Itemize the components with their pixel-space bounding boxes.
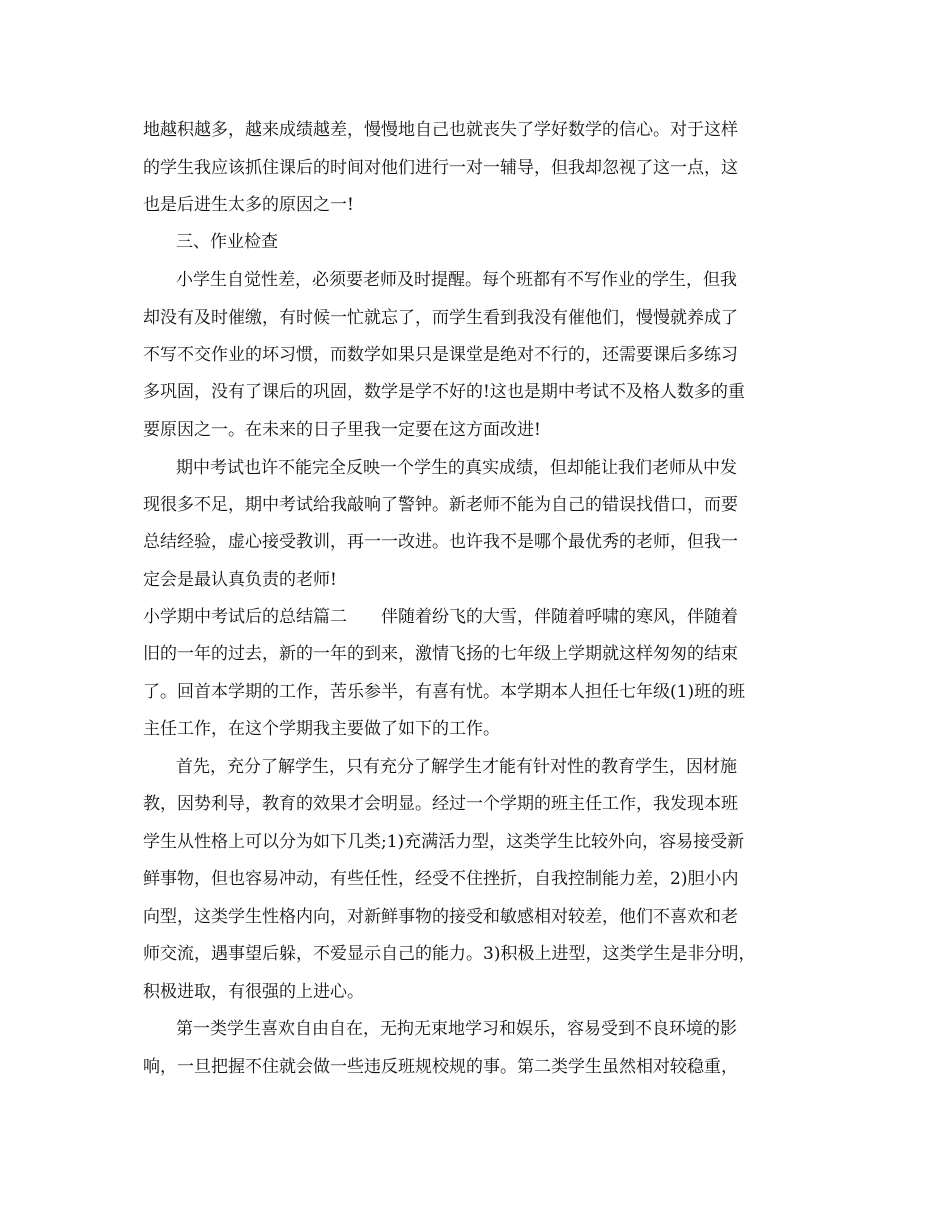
text-line: 不写不交作业的坏习惯，而数学如果只是课堂是绝对不行的，还需要课后多练习 bbox=[143, 345, 738, 365]
text-line: 第一类学生喜欢自由自在，无拘无束地学习和娱乐，容易受到不良环境的影 bbox=[176, 1019, 737, 1039]
text-line: 多巩固，没有了课后的巩固，数学是学不好的!这也是期中考试不及格人数多的重 bbox=[143, 382, 745, 402]
text-line: 现很多不足，期中考试给我敲响了警钟。新老师不能为自己的错误找借口，而要 bbox=[143, 495, 738, 515]
text-line: 要原因之一。在未来的日子里我一定要在这方面改进! bbox=[143, 420, 541, 440]
text-line: 地越积越多，越来成绩越差，慢慢地自己也就丧失了学好数学的信心。对于这样 bbox=[143, 120, 738, 140]
text-line: 主任工作，在这个学期我主要做了如下的工作。 bbox=[143, 719, 500, 739]
text-line: 了。回首本学期的工作，苦乐参半，有喜有忧。本学期本人担任七年级(1)班的班 bbox=[143, 682, 746, 702]
text-line: 却没有及时催缴，有时候一忙就忘了，而学生看到我没有催他们，慢慢就养成了 bbox=[143, 308, 738, 328]
text-line: 响，一旦把握不住就会做一些违反班规校规的事。第二类学生虽然相对较稳重， bbox=[143, 1057, 738, 1077]
text-line: 首先，充分了解学生，只有充分了解学生才能有针对性的教育学生，因材施 bbox=[176, 757, 737, 777]
section-heading: 三、作业检查 bbox=[176, 232, 278, 252]
text-line: 小学生自觉性差，必须要老师及时提醒。每个班都有不写作业的学生，但我 bbox=[176, 270, 737, 290]
article-title-line: 小学期中考试后的总结篇二 伴随着纷飞的大雪，伴随着呼啸的寒风，伴随着 bbox=[143, 607, 738, 627]
text-line: 旧的一年的过去，新的一年的到来，激情飞扬的七年级上学期就这样匆匆的结束 bbox=[143, 644, 738, 664]
text-line: 的学生我应该抓住课后的时间对他们进行一对一辅导，但我却忽视了这一点，这 bbox=[143, 158, 738, 178]
text-line: 总结经验，虚心接受教训，再一一改进。也许我不是哪个最优秀的老师，但我一 bbox=[143, 532, 738, 552]
text-line: 教，因势利导，教育的效果才会明显。经过一个学期的班主任工作，我发现本班 bbox=[143, 794, 738, 814]
text-line: 积极进取，有很强的上进心。 bbox=[143, 982, 364, 1002]
text-line: 期中考试也许不能完全反映一个学生的真实成绩，但却能让我们老师从中发 bbox=[176, 458, 737, 478]
text-line: 向型，这类学生性格内向，对新鲜事物的接受和敏感相对较差，他们不喜欢和老 bbox=[143, 907, 738, 927]
text-line: 学生从性格上可以分为如下几类;1)充满活力型，这类学生比较外向，容易接受新 bbox=[143, 832, 745, 852]
text-line: 鲜事物，但也容易冲动，有些任性，经受不住挫折，自我控制能力差，2)胆小内 bbox=[143, 869, 739, 889]
text-line: 师交流，遇事望后躲，不爱显示自己的能力。3)积极上进型，这类学生是非分明， bbox=[143, 944, 756, 964]
text-line: 定会是最认真负责的老师! bbox=[143, 570, 337, 590]
text-line: 也是后进生太多的原因之一! bbox=[143, 195, 354, 215]
